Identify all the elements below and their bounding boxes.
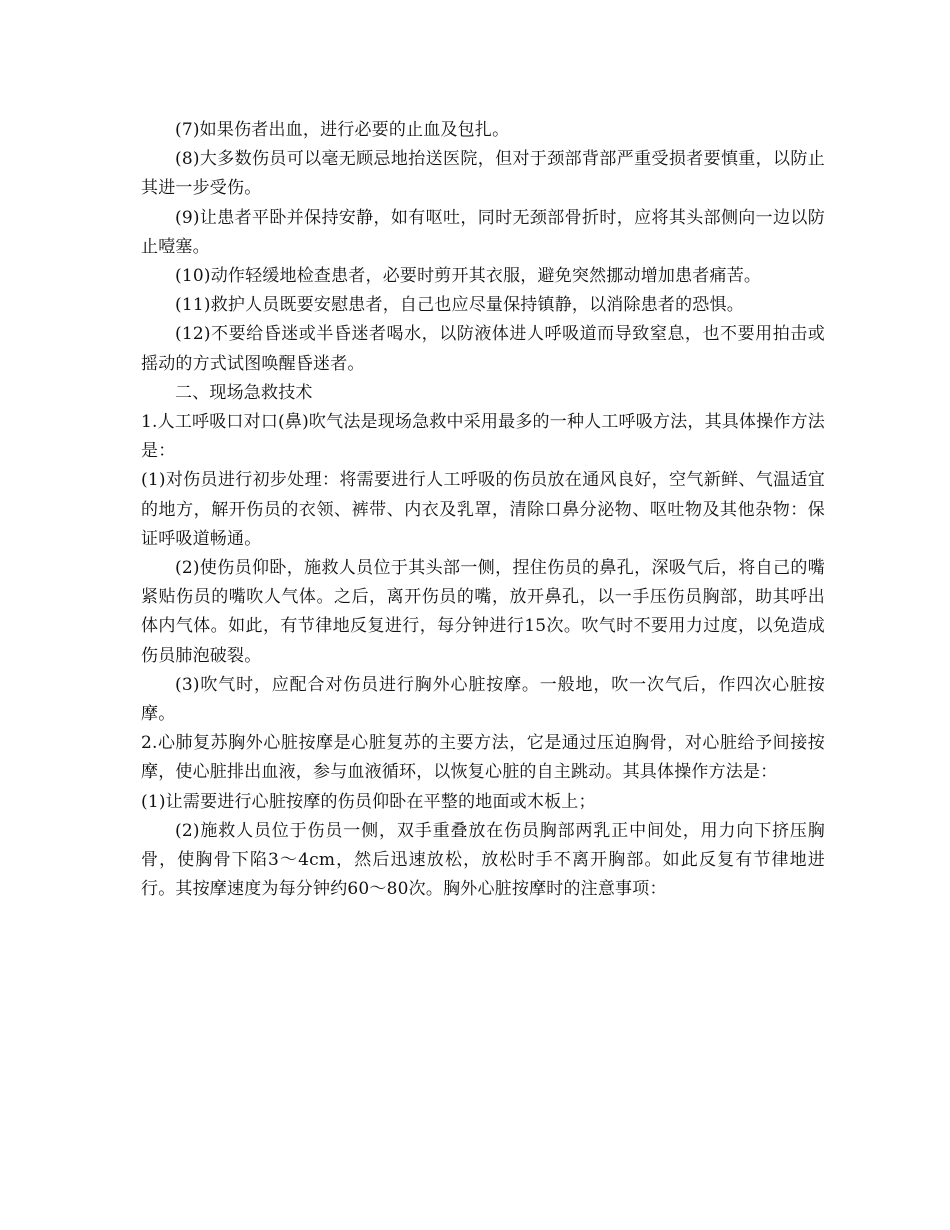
document-body	[141, 116, 825, 904]
step-paragraph-2: (2)使伤员仰卧，施救人员位于其头部一侧，捏住伤员的鼻孔，深吸气后，将自己的嘴紧贴伤员的嘴吹人气体。之后，离开伤员的嘴，放开鼻孔，以一手压伤员胸部，助其呼出体内气体。如此，有节律地反复进行，每分钟进行15次。吹气时不要用力过度，以免造成伤员肺泡破裂。	[141, 558, 825, 666]
paragraph-item-7: (7)如果伤者出血，进行必要的止血及包扎。	[175, 120, 510, 140]
subsection-heading-1: 1.人工呼吸口对口(鼻)吹气法是现场急救中采用最多的一种人工呼吸方法，其具体操作方法是：	[141, 412, 825, 462]
step-paragraph-1: (1)对伤员进行初步处理：将需要进行人工呼吸的伤员放在通风良好，空气新鲜、气温适宜的地方，解开伤员的衣领、裤带、内衣及乳罩，清除口鼻分泌物、呕吐物及其他杂物：保证呼吸道畅通。	[141, 470, 825, 549]
paragraph-item-11: (11)救护人员既要安慰患者，自己也应尽量保持镇静，以消除患者的恐惧。	[175, 295, 744, 316]
step-paragraph-3: (3)吹气时，应配合对伤员进行胸外心脏按摩。一般地，吹一次气后，作四次心脏按摩。	[141, 674, 825, 725]
paragraph-item-8: (8)大多数伤员可以毫无顾忌地抬送医院，但对于颈部背部严重受损者要慎重，以防止其进一步受伤。	[141, 149, 825, 199]
paragraph-item-12: (12)不要给昏迷或半昏迷者喝水，以防液体进人呼吸道而导致窒息，也不要用拍击或摇动的方式试图唤醒昏迷者。	[141, 324, 825, 374]
step-paragraph-cpr-1: (1)让需要进行心脏按摩的伤员仰卧在平整的地面或木板上；	[141, 791, 596, 812]
paragraph-item-10: (10)动作轻缓地检查患者，必要时剪开其衣服，避免突然挪动增加患者痛苦。	[175, 266, 762, 287]
paragraph-item-9: (9)让患者平卧并保持安静，如有呕吐，同时无颈部骨折时，应将其头部侧向一边以防止噎塞。	[141, 207, 825, 257]
section-heading: 二、现场急救技术	[175, 382, 313, 403]
subsection-heading-2: 2.心肺复苏胸外心脏按摩是心脏复苏的主要方法，它是通过压迫胸骨，对心脏给予间接按摩，使心脏排出血液，参与血液循环，以恢复心脏的自主跳动。其具体操作方法是：	[141, 733, 825, 783]
step-paragraph-cpr-2: (2)施救人员位于伤员一侧，双手重叠放在伤员胸部两乳正中间处，用力向下挤压胸骨，使胸骨下陷3～4cm，然后迅速放松，放松时手不离开胸部。如此反复有节律地进行。其按摩速度为每分钟约60～80次。胸外心脏按摩时的注意事项：	[141, 820, 825, 900]
